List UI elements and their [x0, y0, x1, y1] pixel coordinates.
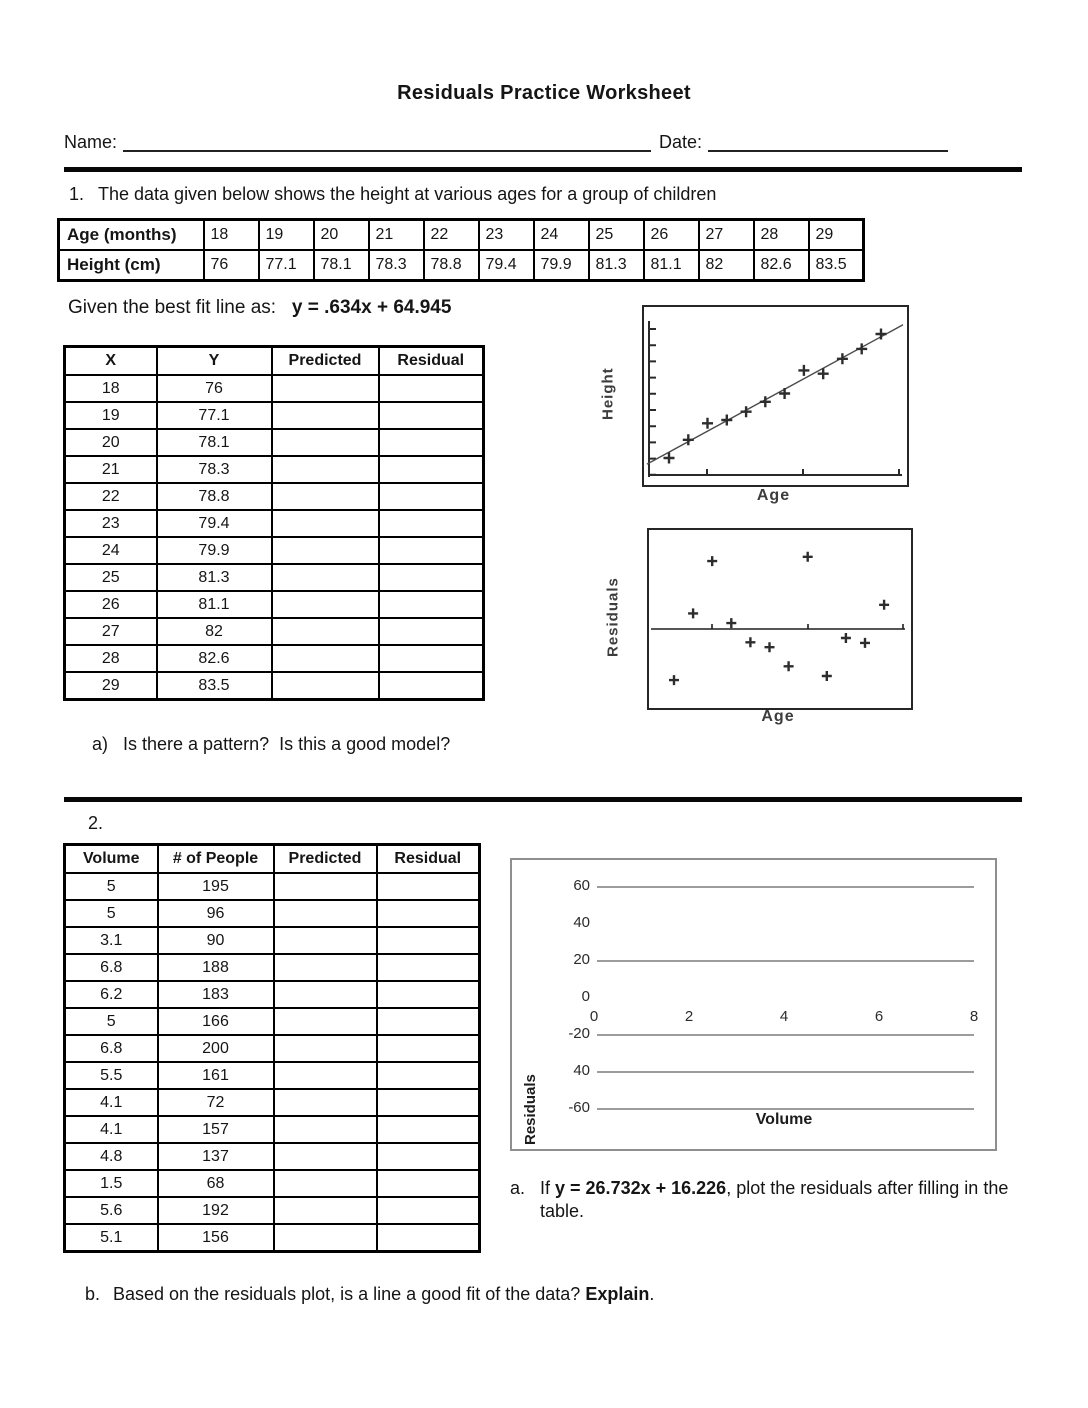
- table-cell: [377, 900, 480, 927]
- question-2b: [85, 1283, 985, 1306]
- table-row: [65, 927, 480, 954]
- table-cell: 81.1: [157, 591, 272, 618]
- table-cell: [379, 510, 484, 537]
- table-cell: [274, 1116, 377, 1143]
- table-cell: [272, 429, 379, 456]
- chart-plot-area: [512, 860, 995, 1149]
- table-cell: 195: [158, 873, 274, 900]
- table-row: [65, 591, 484, 618]
- table-cell: 22: [65, 483, 157, 510]
- x-tick-label: 4: [779, 1008, 789, 1025]
- row-header: Age (months): [59, 220, 204, 251]
- table-cell: [274, 900, 377, 927]
- column-header: Y: [157, 347, 272, 376]
- table-cell: 82: [157, 618, 272, 645]
- question-1: [69, 183, 716, 206]
- table-cell: 6.8: [65, 1035, 158, 1062]
- table-row: [65, 1224, 480, 1252]
- table-cell: 25: [589, 220, 644, 251]
- column-header: # of People: [158, 845, 274, 874]
- y-tick-label: 60: [573, 877, 590, 894]
- table-cell: 78.8: [157, 483, 272, 510]
- table-cell: [377, 873, 480, 900]
- table-cell: 79.9: [534, 250, 589, 281]
- question1-table: [63, 345, 485, 701]
- table-row: [65, 873, 480, 900]
- gridline: [597, 1071, 974, 1073]
- table-cell: [377, 1170, 480, 1197]
- table-cell: 82.6: [754, 250, 809, 281]
- y-axis-label: Residuals: [522, 1074, 539, 1145]
- column-header: Predicted: [274, 845, 377, 874]
- column-header: Volume: [65, 845, 158, 874]
- table-cell: [379, 564, 484, 591]
- table-cell: 5.1: [65, 1224, 158, 1252]
- question-number: 1.: [69, 184, 85, 204]
- table-cell: 4.8: [65, 1143, 158, 1170]
- table-cell: [274, 1089, 377, 1116]
- table-cell: 23: [65, 510, 157, 537]
- table-cell: [274, 1143, 377, 1170]
- table-cell: [377, 1143, 480, 1170]
- table-cell: 78.3: [369, 250, 424, 281]
- table-cell: 83.5: [157, 672, 272, 700]
- table-row: [65, 645, 484, 672]
- table-cell: 77.1: [157, 402, 272, 429]
- table-cell: 78.1: [314, 250, 369, 281]
- table-row: [65, 1008, 480, 1035]
- table-cell: 4.1: [65, 1116, 158, 1143]
- table-cell: [379, 375, 484, 402]
- table-cell: [377, 1008, 480, 1035]
- table-cell: 28: [754, 220, 809, 251]
- table-cell: [272, 375, 379, 402]
- table-cell: 137: [158, 1143, 274, 1170]
- table-cell: 83.5: [809, 250, 864, 281]
- table-row: [65, 1035, 480, 1062]
- x-axis-label: Age: [761, 708, 795, 725]
- page-title: Residuals Practice Worksheet: [397, 82, 691, 104]
- table-cell: [274, 1224, 377, 1252]
- gridline: [597, 960, 974, 962]
- scatter-plot-canvas: [644, 307, 907, 485]
- table-cell: 79.4: [157, 510, 272, 537]
- table-cell: 26: [65, 591, 157, 618]
- table-cell: 78.3: [157, 456, 272, 483]
- table-cell: [379, 483, 484, 510]
- x-tick-label: 0: [589, 1008, 599, 1025]
- table-cell: 26: [644, 220, 699, 251]
- y-tick-label: 40: [573, 914, 590, 931]
- name-label: Name:: [64, 132, 118, 152]
- table-cell: 27: [699, 220, 754, 251]
- table-header-row: [65, 347, 484, 376]
- table-row: [65, 375, 484, 402]
- table-cell: 28: [65, 645, 157, 672]
- table-cell: 68: [158, 1170, 274, 1197]
- table-cell: [377, 981, 480, 1008]
- table-cell: 81.3: [157, 564, 272, 591]
- date-underline: [708, 130, 948, 152]
- table-cell: [272, 537, 379, 564]
- table-cell: 82.6: [157, 645, 272, 672]
- table-cell: 192: [158, 1197, 274, 1224]
- table-row: [65, 1089, 480, 1116]
- table-cell: 27: [65, 618, 157, 645]
- table-cell: 18: [204, 220, 259, 251]
- table-row: [65, 1062, 480, 1089]
- table-cell: 166: [158, 1008, 274, 1035]
- table-row: [65, 510, 484, 537]
- table-row: [65, 1143, 480, 1170]
- table-cell: 20: [314, 220, 369, 251]
- table-row: [65, 537, 484, 564]
- table-row: [65, 981, 480, 1008]
- table-cell: 183: [158, 981, 274, 1008]
- table-cell: [377, 1089, 480, 1116]
- table-cell: 161: [158, 1062, 274, 1089]
- table-row: [65, 1116, 480, 1143]
- table-cell: [274, 1197, 377, 1224]
- table-cell: 5: [65, 900, 158, 927]
- row-header: Height (cm): [59, 250, 204, 281]
- table-cell: 76: [157, 375, 272, 402]
- residuals-plot: [647, 528, 913, 710]
- table-row: [65, 483, 484, 510]
- table-header-row: [65, 845, 480, 874]
- table-row: [59, 220, 864, 251]
- question-2a: [510, 1177, 1042, 1224]
- table-cell: 78.1: [157, 429, 272, 456]
- table-cell: [272, 564, 379, 591]
- best-fit-line-statement: [68, 297, 451, 319]
- table-cell: 188: [158, 954, 274, 981]
- table-cell: [274, 1008, 377, 1035]
- table-cell: [274, 981, 377, 1008]
- table-cell: 22: [424, 220, 479, 251]
- table-cell: [379, 429, 484, 456]
- table-cell: 81.3: [589, 250, 644, 281]
- table-cell: 1.5: [65, 1170, 158, 1197]
- gridline: [597, 886, 974, 888]
- table-cell: 29: [809, 220, 864, 251]
- table-cell: 79.4: [479, 250, 534, 281]
- table-cell: 24: [534, 220, 589, 251]
- table-cell: [379, 672, 484, 700]
- gridline: [597, 1108, 974, 1110]
- table-cell: [272, 645, 379, 672]
- table-cell: [274, 1062, 377, 1089]
- question-text: The data given below shows the height at various ages for a group of children: [98, 184, 717, 204]
- table-cell: 72: [158, 1089, 274, 1116]
- table-cell: [379, 645, 484, 672]
- y-tick-label: -60: [568, 1099, 590, 1116]
- table-cell: [377, 1035, 480, 1062]
- question-2: [88, 812, 103, 835]
- table-row: [65, 672, 484, 700]
- table-cell: 82: [699, 250, 754, 281]
- table-cell: 5: [65, 873, 158, 900]
- table-cell: [377, 1062, 480, 1089]
- table-cell: [272, 672, 379, 700]
- x-axis-label: Age: [756, 487, 791, 504]
- table-cell: 5.5: [65, 1062, 158, 1089]
- table-row: [59, 250, 864, 281]
- y-axis-label: Residuals: [604, 577, 622, 657]
- table-cell: [272, 483, 379, 510]
- table-cell: 3.1: [65, 927, 158, 954]
- table-cell: [377, 927, 480, 954]
- table-row: [65, 1170, 480, 1197]
- table-cell: 29: [65, 672, 157, 700]
- table-cell: [379, 402, 484, 429]
- question-number: 2.: [88, 813, 104, 833]
- column-header: Predicted: [272, 347, 379, 376]
- table-cell: 157: [158, 1116, 274, 1143]
- table-cell: [379, 456, 484, 483]
- table-cell: 19: [65, 402, 157, 429]
- question-text: Is there a pattern? Is this a good model?: [123, 734, 451, 754]
- table-row: [65, 900, 480, 927]
- table-cell: 24: [65, 537, 157, 564]
- table-cell: 18: [65, 375, 157, 402]
- table-cell: [274, 873, 377, 900]
- table-row: [65, 429, 484, 456]
- age-height-table: [57, 218, 865, 282]
- y-tick-label: 20: [573, 951, 590, 968]
- best-fit-prefix: Given the best fit line as:: [68, 297, 277, 318]
- y-tick-label: -20: [568, 1025, 590, 1042]
- table-cell: 25: [65, 564, 157, 591]
- table-cell: [272, 618, 379, 645]
- name-underline: [123, 130, 651, 152]
- table-cell: 79.9: [157, 537, 272, 564]
- table-cell: [379, 537, 484, 564]
- table-cell: [379, 591, 484, 618]
- table-cell: [377, 954, 480, 981]
- table-cell: 200: [158, 1035, 274, 1062]
- table-cell: [377, 1116, 480, 1143]
- question-text: Based on the residuals plot, is a line a good fit of the data? Explain.: [113, 1284, 655, 1304]
- date-label: Date:: [658, 132, 702, 152]
- column-header: Residual: [379, 347, 484, 376]
- table-cell: 6.8: [65, 954, 158, 981]
- residuals-plot-canvas: [649, 530, 911, 708]
- table-cell: [272, 591, 379, 618]
- table-cell: [377, 1197, 480, 1224]
- table-cell: 76: [204, 250, 259, 281]
- table-cell: 81.1: [644, 250, 699, 281]
- question-number: b.: [85, 1284, 101, 1304]
- equation: y = 26.732x + 16.226: [555, 1178, 727, 1198]
- scatter-plot: [642, 305, 909, 487]
- table-row: [65, 456, 484, 483]
- table-cell: [274, 1035, 377, 1062]
- table-row: [65, 402, 484, 429]
- table-cell: 4.1: [65, 1089, 158, 1116]
- gridline: [597, 1034, 974, 1036]
- question-1a: [92, 733, 450, 756]
- x-tick-label: 2: [684, 1008, 694, 1025]
- table-cell: [272, 456, 379, 483]
- table-cell: 156: [158, 1224, 274, 1252]
- column-header: X: [65, 347, 157, 376]
- table-cell: 19: [259, 220, 314, 251]
- table-cell: 90: [158, 927, 274, 954]
- table-cell: 77.1: [259, 250, 314, 281]
- table-cell: [379, 618, 484, 645]
- table-cell: [274, 1170, 377, 1197]
- table-cell: [274, 927, 377, 954]
- table-cell: 96: [158, 900, 274, 927]
- empty-residuals-chart: [510, 858, 997, 1151]
- question-number: a): [92, 734, 109, 754]
- table-row: [65, 1197, 480, 1224]
- section-divider: [64, 167, 1022, 172]
- column-header: Residual: [377, 845, 480, 874]
- table-cell: [272, 510, 379, 537]
- table-cell: 6.2: [65, 981, 158, 1008]
- y-tick-label: 40: [573, 1062, 590, 1079]
- question2-table: [63, 843, 481, 1253]
- question-number: a.: [510, 1178, 526, 1198]
- table-cell: 21: [369, 220, 424, 251]
- y-tick-label: 0: [581, 988, 590, 1005]
- table-cell: 5.6: [65, 1197, 158, 1224]
- table-cell: [272, 402, 379, 429]
- name-date-row: [64, 130, 948, 153]
- y-axis-label: Height: [599, 367, 617, 421]
- x-tick-label: 8: [969, 1008, 979, 1025]
- table-cell: 21: [65, 456, 157, 483]
- table-cell: 23: [479, 220, 534, 251]
- best-fit-equation: y = .634x + 64.945: [291, 297, 452, 318]
- question-text: If y = 26.732x + 16.226, plot the residuals after filling in the table.: [540, 1178, 1014, 1222]
- table-row: [65, 618, 484, 645]
- table-row: [65, 564, 484, 591]
- table-cell: 5: [65, 1008, 158, 1035]
- table-cell: [274, 954, 377, 981]
- table-cell: 78.8: [424, 250, 479, 281]
- table-cell: 20: [65, 429, 157, 456]
- x-tick-label: 6: [874, 1008, 884, 1025]
- x-axis-label: Volume: [755, 1111, 813, 1128]
- table-row: [65, 954, 480, 981]
- table-cell: [377, 1224, 480, 1252]
- section-divider: [64, 797, 1022, 802]
